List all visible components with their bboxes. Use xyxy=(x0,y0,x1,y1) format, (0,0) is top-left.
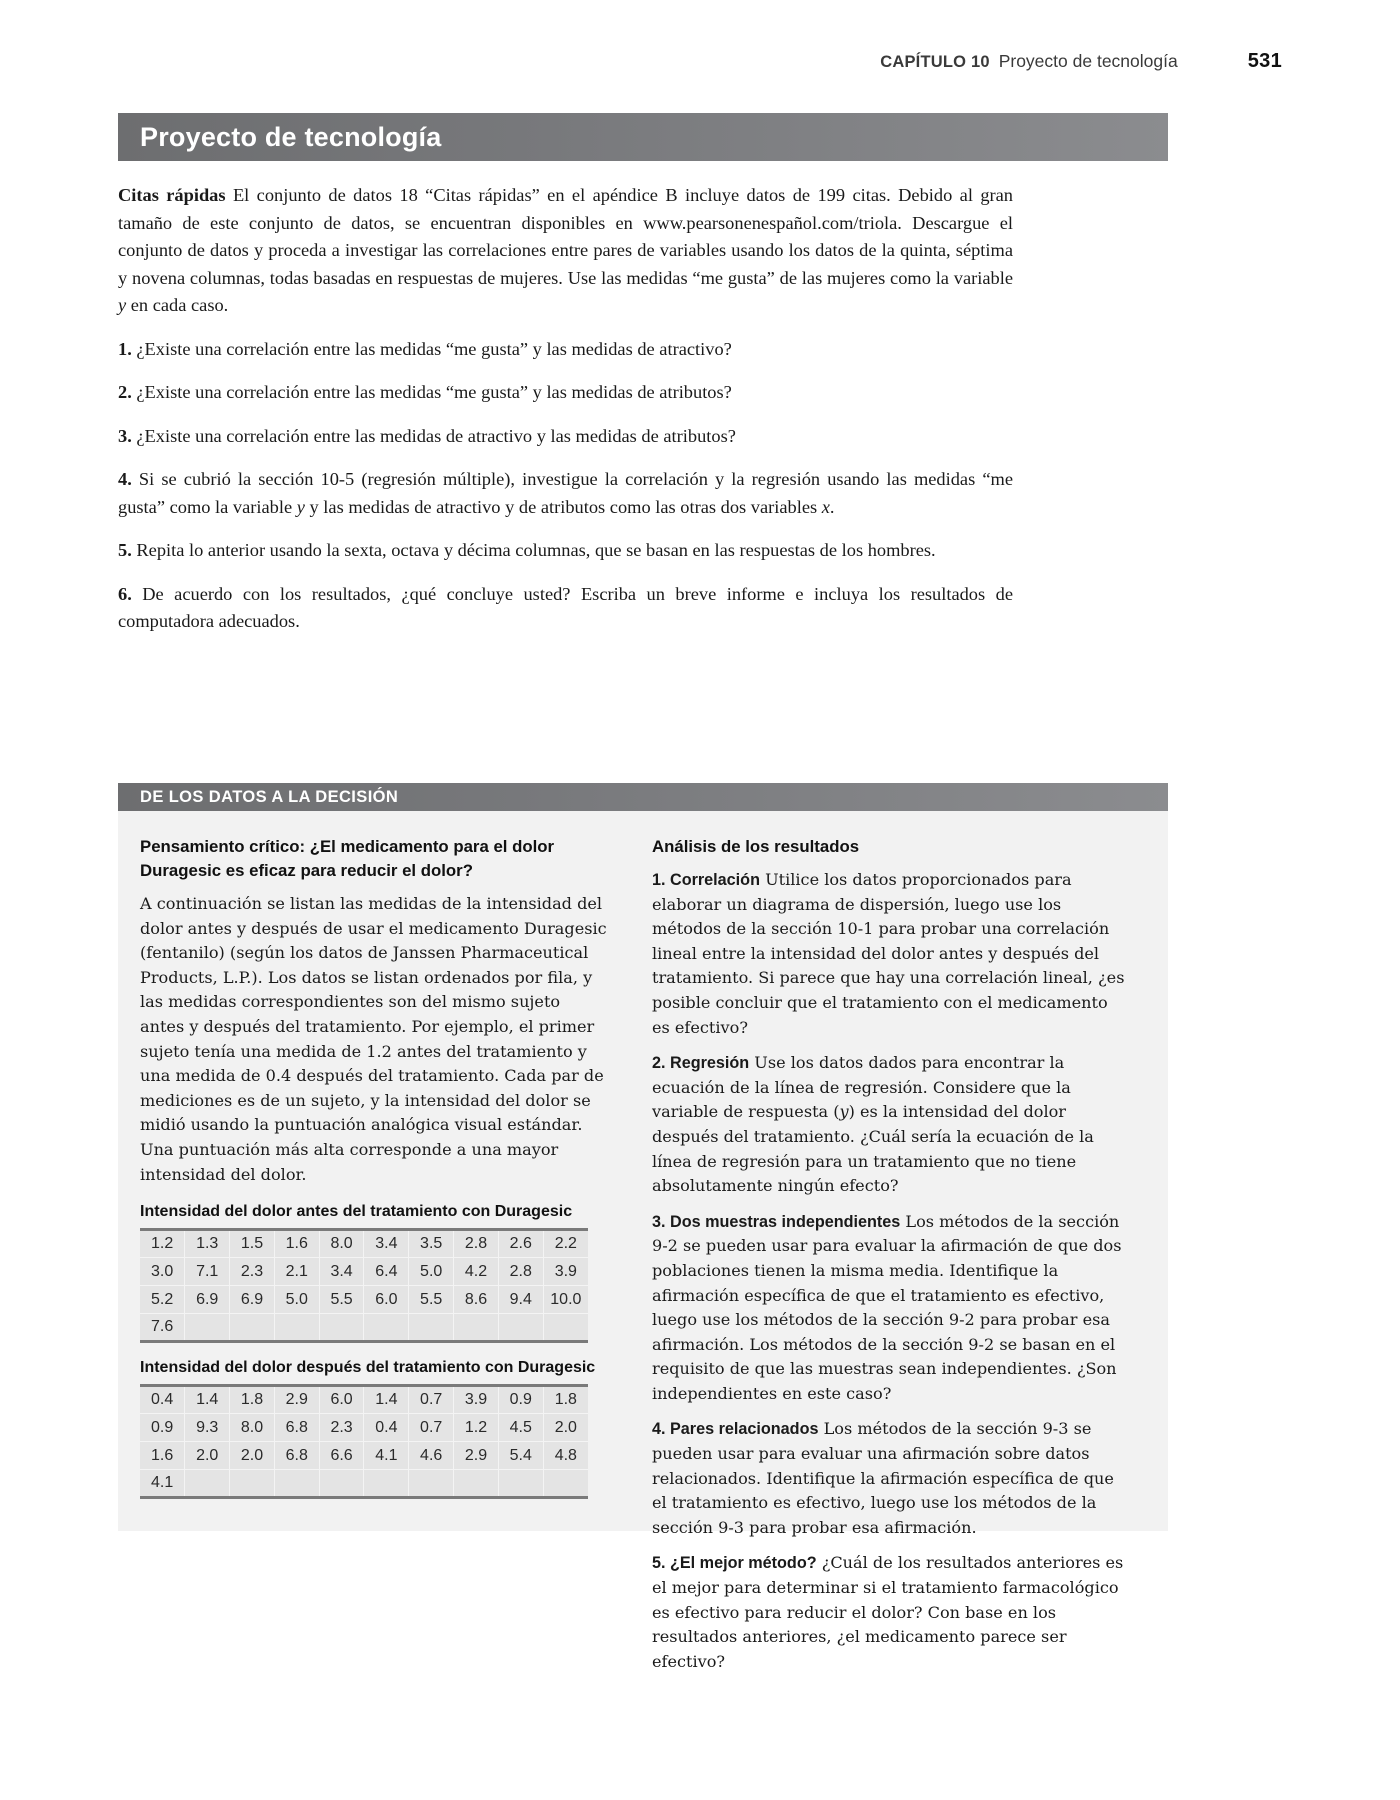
exercise-item-1 xyxy=(118,336,1013,364)
critical-thinking-heading: Pensamiento crítico: ¿El medicamento para el dolor Duragesic es eficaz para reducir el dolor? xyxy=(140,837,555,880)
table-row xyxy=(140,1230,588,1258)
table-cell: 4.5 xyxy=(498,1414,543,1442)
exercise-number-4: 4. xyxy=(118,469,132,489)
exercise-text-6: De acuerdo con los resultados, ¿qué concluye usted? Escriba un breve informe e incluya los resultados de computadora adecuados. xyxy=(118,583,1013,631)
table-cell: 2.0 xyxy=(543,1414,588,1442)
exercise-italic-y: y xyxy=(296,496,305,517)
table-cell: 1.3 xyxy=(185,1230,230,1258)
decision-right-column xyxy=(638,811,1168,1685)
table-cell: 2.6 xyxy=(498,1230,543,1258)
running-head-chapter: CAPÍTULO 10 xyxy=(880,53,990,71)
table-cell: 1.8 xyxy=(230,1386,275,1414)
intro-lead: Citas rápidas xyxy=(118,185,226,205)
table-cell: 0.9 xyxy=(140,1414,185,1442)
exercise-number-6: 6. xyxy=(118,583,132,604)
table-row xyxy=(140,1442,588,1470)
section-banner-sub-title: DE LOS DATOS A LA DECISIÓN xyxy=(140,787,399,806)
table-cell: 4.2 xyxy=(454,1258,499,1286)
table-cell: 9.4 xyxy=(498,1286,543,1314)
analysis-label-2: 2. Regresión xyxy=(652,1054,750,1073)
table-cell xyxy=(319,1470,364,1498)
table-cell: 3.9 xyxy=(543,1258,588,1286)
exercise-text-1: ¿Existe una correlación entre las medidas “me gusta” y las medidas de atractivo? xyxy=(131,338,732,359)
analysis-item-5 xyxy=(652,1551,1126,1674)
intro-italic-y: y xyxy=(118,295,127,315)
table-cell: 7.6 xyxy=(140,1314,185,1342)
table-cell: 4.1 xyxy=(140,1470,185,1498)
table-cell xyxy=(454,1314,499,1342)
table-cell: 10.0 xyxy=(543,1286,588,1314)
technology-project-body xyxy=(118,182,1013,652)
table-row xyxy=(140,1414,588,1442)
analysis-text-5: ¿Cuál de los resultados anteriores es el mejor para determinar si el tratamiento farmacológico es efectivo para reducir el dolor? Con base en los resultados anteriores, ¿el medicamento parece ser efectivo? xyxy=(652,1553,1124,1671)
exercise-item-3 xyxy=(118,423,1013,451)
table-cell: 1.6 xyxy=(274,1230,319,1258)
table-cell: 1.4 xyxy=(185,1386,230,1414)
table-cell xyxy=(543,1470,588,1498)
exercise-item-5 xyxy=(118,537,1013,565)
table-cell xyxy=(274,1314,319,1342)
intro-text: El conjunto de datos 18 “Citas rápidas” en el apéndice B incluye datos de 199 citas. Debido al gran tamaño de este conjunto de datos, se encuentran disponibles en www.pearsonenespañol.com/triola. Descargue el conjunto de datos y proceda a investigar las correlaciones entre pares de variables usando los datos de la quinta, séptima y novena columnas, todas basadas en respuestas de mujeres. Use las medidas “me gusta” de las mujeres como la variable xyxy=(118,185,1013,288)
exercise-number-2: 2. xyxy=(118,382,132,402)
exercise-item-4 xyxy=(118,466,1013,521)
running-head xyxy=(0,50,1282,73)
table-cell: 4.1 xyxy=(364,1442,409,1470)
analysis-italic-y: y xyxy=(839,1102,849,1122)
table-cell: 0.7 xyxy=(409,1386,454,1414)
table-cell: 4.6 xyxy=(409,1442,454,1470)
critical-thinking-paragraph: A continuación se listan las medidas de la intensidad del dolor antes y después de usar el medicamento Duragesic (fentanilo) (según los datos de Janssen Pharmaceutical Products, L.P.). Los datos se listan ordenados por fila, y las medidas correspondientes son del mismo sujeto antes y después del tratamiento. Por ejemplo, el primer sujeto tenía una medida de 1.2 antes del tratamiento y una medida de 0.4 después del tratamiento. Cada par de mediciones es de un sujeto, y la intensidad del dolor se midió usando la puntuación analógica visual estándar. Una puntuación más alta corresponde a una mayor intensidad del dolor. xyxy=(140,894,607,1184)
table-cell: 1.2 xyxy=(454,1414,499,1442)
exercise-text-4c: . xyxy=(829,496,835,517)
table-cell: 1.6 xyxy=(140,1442,185,1470)
table-cell: 2.3 xyxy=(319,1414,364,1442)
table-cell: 1.5 xyxy=(230,1230,275,1258)
table-cell: 6.8 xyxy=(274,1414,319,1442)
section-banner-title: Proyecto de tecnología xyxy=(140,121,442,152)
exercise-item-2 xyxy=(118,379,1013,407)
table-cell: 6.4 xyxy=(364,1258,409,1286)
exercise-text-4b: y las medidas de atractivo y de atributos como las otras dos variables xyxy=(304,496,822,517)
analysis-text-3: Los métodos de la sección 9-2 se pueden usar para evaluar la afirmación de que dos poblaciones tienen la misma media. Identifique la afirmación específica de que el tratamiento es efectivo, luego use los métodos de la sección 9-2 para probar esa afirmación. Los métodos de la sección 9-2 se basan en el requisito de que las muestras sean independientes. ¿Son independientes en este caso? xyxy=(652,1211,1122,1403)
table-cell: 5.4 xyxy=(498,1442,543,1470)
table-cell xyxy=(274,1470,319,1498)
table-cell xyxy=(409,1314,454,1342)
table-cell: 5.5 xyxy=(409,1286,454,1314)
analysis-label-1: 1. Correlación xyxy=(652,871,760,889)
table-cell: 8.6 xyxy=(454,1286,499,1314)
decision-columns xyxy=(118,811,1168,1685)
table-cell xyxy=(185,1470,230,1498)
table-caption-after: Intensidad del dolor después del tratamiento con Duragesic xyxy=(140,1359,596,1377)
table-cell: 6.6 xyxy=(319,1442,364,1470)
exercise-text-4a: Si se cubrió la sección 10-5 (regresión múltiple), investigue la correlación y la regresión usando las medidas “me gusta” como la variable xyxy=(118,469,1013,517)
exercise-text-5: Repita lo anterior usando la sexta, octava y décima columnas, que se basan en las respuestas de los hombres. xyxy=(131,540,936,560)
analysis-item-1 xyxy=(652,868,1126,1040)
table-cell: 0.9 xyxy=(498,1386,543,1414)
table-row xyxy=(140,1314,588,1342)
table-cell: 4.8 xyxy=(543,1442,588,1470)
analysis-item-4 xyxy=(652,1417,1126,1540)
pain-after-table xyxy=(140,1384,588,1499)
table-cell: 2.1 xyxy=(274,1258,319,1286)
table-cell xyxy=(230,1470,275,1498)
table-cell: 5.0 xyxy=(409,1258,454,1286)
analysis-item-2 xyxy=(652,1051,1126,1199)
data-to-decision-section xyxy=(118,811,1168,1671)
analysis-item-3 xyxy=(652,1210,1126,1407)
table-cell: 2.2 xyxy=(543,1230,588,1258)
table-cell xyxy=(498,1314,543,1342)
intro-tail: en cada caso. xyxy=(126,295,229,315)
running-head-title: Proyecto de tecnología xyxy=(998,51,1178,71)
page-number: 531 xyxy=(1247,50,1282,72)
section-banner-data-to-decision xyxy=(118,783,1168,811)
analysis-text-2a: Use los datos dados para encontrar la ecuación de la línea de regresión. Considere que la variable de respuesta ( xyxy=(652,1053,1071,1122)
exercise-text-3: ¿Existe una correlación entre las medidas de atractivo y las medidas de atributos? xyxy=(131,425,736,446)
table-cell xyxy=(409,1470,454,1498)
table-cell: 3.9 xyxy=(454,1386,499,1414)
table-cell: 5.2 xyxy=(140,1286,185,1314)
exercise-number-3: 3. xyxy=(118,425,132,446)
table-cell: 2.8 xyxy=(454,1230,499,1258)
table-cell: 6.0 xyxy=(364,1286,409,1314)
table-cell: 1.4 xyxy=(364,1386,409,1414)
table-cell: 2.3 xyxy=(230,1258,275,1286)
table-cell xyxy=(230,1314,275,1342)
table-cell: 2.0 xyxy=(185,1442,230,1470)
table-cell: 0.4 xyxy=(140,1386,185,1414)
intro-paragraph xyxy=(118,182,1013,320)
table-cell: 5.5 xyxy=(319,1286,364,1314)
exercise-text-2: ¿Existe una correlación entre las medidas “me gusta” y las medidas de atributos? xyxy=(131,382,732,402)
pain-before-tbody xyxy=(140,1230,588,1342)
table-cell: 8.0 xyxy=(230,1414,275,1442)
table-cell xyxy=(319,1314,364,1342)
analysis-label-3: 3. Dos muestras independientes xyxy=(652,1212,901,1231)
table-cell: 2.8 xyxy=(498,1258,543,1286)
exercise-number-5: 5. xyxy=(118,540,132,560)
pain-after-tbody xyxy=(140,1386,588,1498)
table-cell: 1.8 xyxy=(543,1386,588,1414)
table-cell: 8.0 xyxy=(319,1230,364,1258)
table-cell xyxy=(185,1314,230,1342)
table-caption-before: Intensidad del dolor antes del tratamiento con Duragesic xyxy=(140,1203,573,1221)
table-cell: 7.1 xyxy=(185,1258,230,1286)
analysis-text-1: Utilice los datos proporcionados para elaborar un diagrama de dispersión, luego use los métodos de la sección 10-1 para probar una correlación lineal entre la intensidad del dolor antes y después del tratamiento. Si parece que hay una correlación lineal, ¿es posible concluir que el tratamiento con el medicamento es efectivo? xyxy=(652,870,1125,1037)
analysis-text-4: Los métodos de la sección 9-3 se pueden usar para evaluar una afirmación sobre datos relacionados. Identifique la afirmación específica de que el tratamiento es efectivo, luego use los métodos de la sección 9-3 para probar esa afirmación. xyxy=(652,1419,1114,1537)
table-cell: 2.9 xyxy=(274,1386,319,1414)
table-cell xyxy=(543,1314,588,1342)
pain-before-table xyxy=(140,1228,588,1343)
table-cell: 6.9 xyxy=(230,1286,275,1314)
table-cell: 6.9 xyxy=(185,1286,230,1314)
table-row xyxy=(140,1286,588,1314)
exercise-italic-x: x xyxy=(821,496,830,517)
table-cell: 9.3 xyxy=(185,1414,230,1442)
table-cell: 0.4 xyxy=(364,1414,409,1442)
table-cell: 0.7 xyxy=(409,1414,454,1442)
table-cell: 3.5 xyxy=(409,1230,454,1258)
table-cell: 1.2 xyxy=(140,1230,185,1258)
exercise-number-1: 1. xyxy=(118,338,132,359)
analysis-text-2b: ) es la intensidad del dolor después del tratamiento. ¿Cuál sería la ecuación de la línea de regresión para un tratamiento que no tiene absolutamente ningún efecto? xyxy=(652,1102,1094,1196)
decision-left-column xyxy=(118,811,638,1685)
table-cell: 2.9 xyxy=(454,1442,499,1470)
table-cell: 2.0 xyxy=(230,1442,275,1470)
table-row xyxy=(140,1258,588,1286)
exercise-item-6 xyxy=(118,581,1013,636)
section-banner-technology-project xyxy=(118,113,1168,161)
analysis-label-4: 4. Pares relacionados xyxy=(652,1420,819,1439)
table-cell: 6.8 xyxy=(274,1442,319,1470)
analysis-label-5: 5. ¿El mejor método? xyxy=(652,1554,817,1573)
table-cell xyxy=(364,1314,409,1342)
table-cell xyxy=(454,1470,499,1498)
table-cell xyxy=(498,1470,543,1498)
table-cell: 3.4 xyxy=(319,1258,364,1286)
table-cell: 6.0 xyxy=(319,1386,364,1414)
table-cell: 3.0 xyxy=(140,1258,185,1286)
table-row xyxy=(140,1470,588,1498)
table-row xyxy=(140,1386,588,1414)
table-cell: 3.4 xyxy=(364,1230,409,1258)
analysis-heading: Análisis de los resultados xyxy=(652,837,860,856)
table-cell xyxy=(364,1470,409,1498)
table-cell: 5.0 xyxy=(274,1286,319,1314)
